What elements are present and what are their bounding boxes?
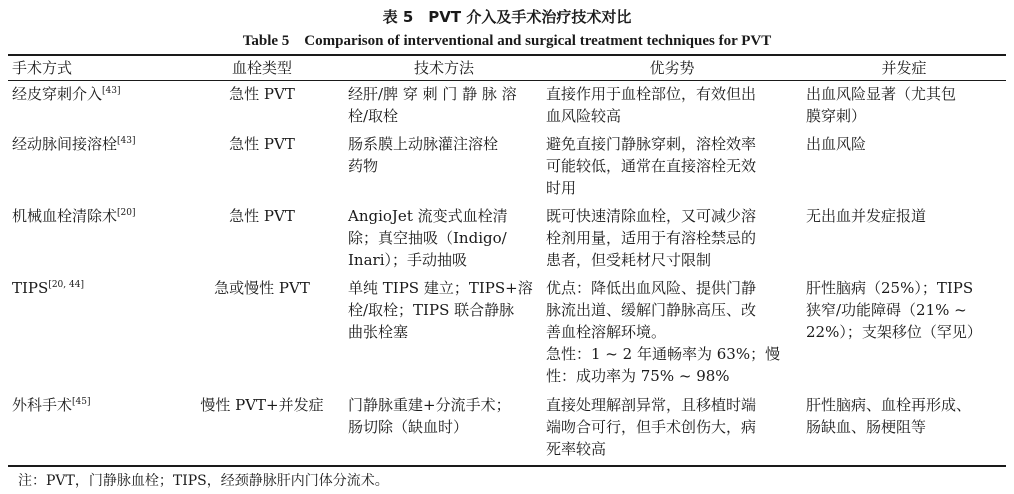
reference: [43] — [102, 86, 121, 96]
row-1-pros-cons: 直接作用于血栓部位，有效但出 血风险较高 — [546, 85, 757, 125]
row-3-thrombus: 急性 PVT — [229, 207, 295, 225]
row-5-thrombus: 慢性 PVT+并发症 — [200, 396, 324, 414]
reference: [20] — [117, 208, 136, 218]
row-3-pros-cons: 既可快速清除血栓，又可减少溶 栓剂用量，适用于有溶栓禁忌的 患者，但受耗材尺寸限制 — [546, 207, 757, 269]
method-text: 经动脉间接溶栓 — [12, 135, 118, 153]
header-complications: 并发症 — [881, 59, 927, 77]
method-text: 机械血栓清除术 — [12, 207, 118, 225]
header-technique: 技术方法 — [413, 59, 474, 77]
table-caption-en: Table 5 Comparison of interventional and surgical treatment techniques for PVT — [242, 33, 772, 49]
row-1-complications: 出血风险显著（尤其包 膜穿刺） — [806, 85, 957, 125]
row-5-complications: 肝性脑病、血栓再形成、 肠缺血、肠梗阻等 — [806, 396, 972, 436]
row-2-thrombus: 急性 PVT — [229, 135, 295, 153]
table-footnote: 注：PVT，门静脉血栓；TIPS，经颈静脉肝内门体分流术。 — [18, 473, 389, 489]
header-method: 手术方式 — [12, 59, 73, 77]
row-1-method — [12, 83, 182, 105]
reference: [43] — [117, 136, 136, 146]
method-text: 外科手术 — [12, 396, 73, 414]
row-2-method — [12, 133, 182, 155]
header-thrombus-type: 血栓类型 — [231, 59, 292, 77]
row-1-technique: 经肝/脾 穿 刺 门 静 脉 溶 栓/取栓 — [348, 85, 517, 125]
row-2-complications: 出血风险 — [806, 135, 867, 153]
bottom-rule — [8, 465, 1006, 467]
row-2-technique: 肠系膜上动脉灌注溶栓 药物 — [348, 135, 499, 175]
row-3-complications: 无出血并发症报道 — [806, 207, 927, 225]
row-5-method — [12, 394, 182, 416]
header-pros-cons: 优劣势 — [649, 59, 695, 77]
row-5-pros-cons: 直接处理解剖异常，且移植时端 端吻合可行，但手术创伤大，病 死率较高 — [546, 396, 757, 458]
table-caption-cn: 表 5 PVT 介入及手术治疗技术对比 — [382, 8, 632, 26]
row-4-thrombus: 急或慢性 PVT — [214, 279, 310, 297]
top-rule — [8, 54, 1006, 56]
method-text: TIPS — [12, 279, 49, 297]
row-4-complications: 肝性脑病（25%）；TIPS 狭窄/功能障碍（21% ~ 22%）；支架移位（罕见） — [806, 279, 982, 341]
row-1-thrombus: 急性 PVT — [229, 85, 295, 103]
row-4-pros-cons: 优点：降低出血风险、提供门静 脉流出道、缓解门静脉高压、改 善血栓溶解环境。 急性：1 ~ 2 年通畅率为 63%；慢 性：成功率为 75% ~ 98% — [546, 279, 781, 385]
method-text: 经皮穿刺介入 — [12, 85, 103, 103]
header-rule — [8, 80, 1006, 81]
row-4-technique: 单纯 TIPS 建立；TIPS+溶 栓/取栓；TIPS 联合静脉 曲张栓塞 — [348, 279, 533, 341]
reference: [20, 44] — [48, 280, 84, 290]
row-2-pros-cons: 避免直接门静脉穿刺，溶栓效率 可能较低，通常在直接溶栓无效 时用 — [546, 135, 757, 197]
row-3-method — [12, 205, 182, 227]
row-4-method — [12, 277, 182, 299]
row-5-technique: 门静脉重建+分流手术； 肠切除（缺血时） — [348, 396, 511, 436]
row-3-technique: AngioJet 流变式血栓清 除；真空抽吸（Indigo/ Inari）；手动抽吸 — [348, 207, 508, 269]
reference: [45] — [72, 397, 91, 407]
